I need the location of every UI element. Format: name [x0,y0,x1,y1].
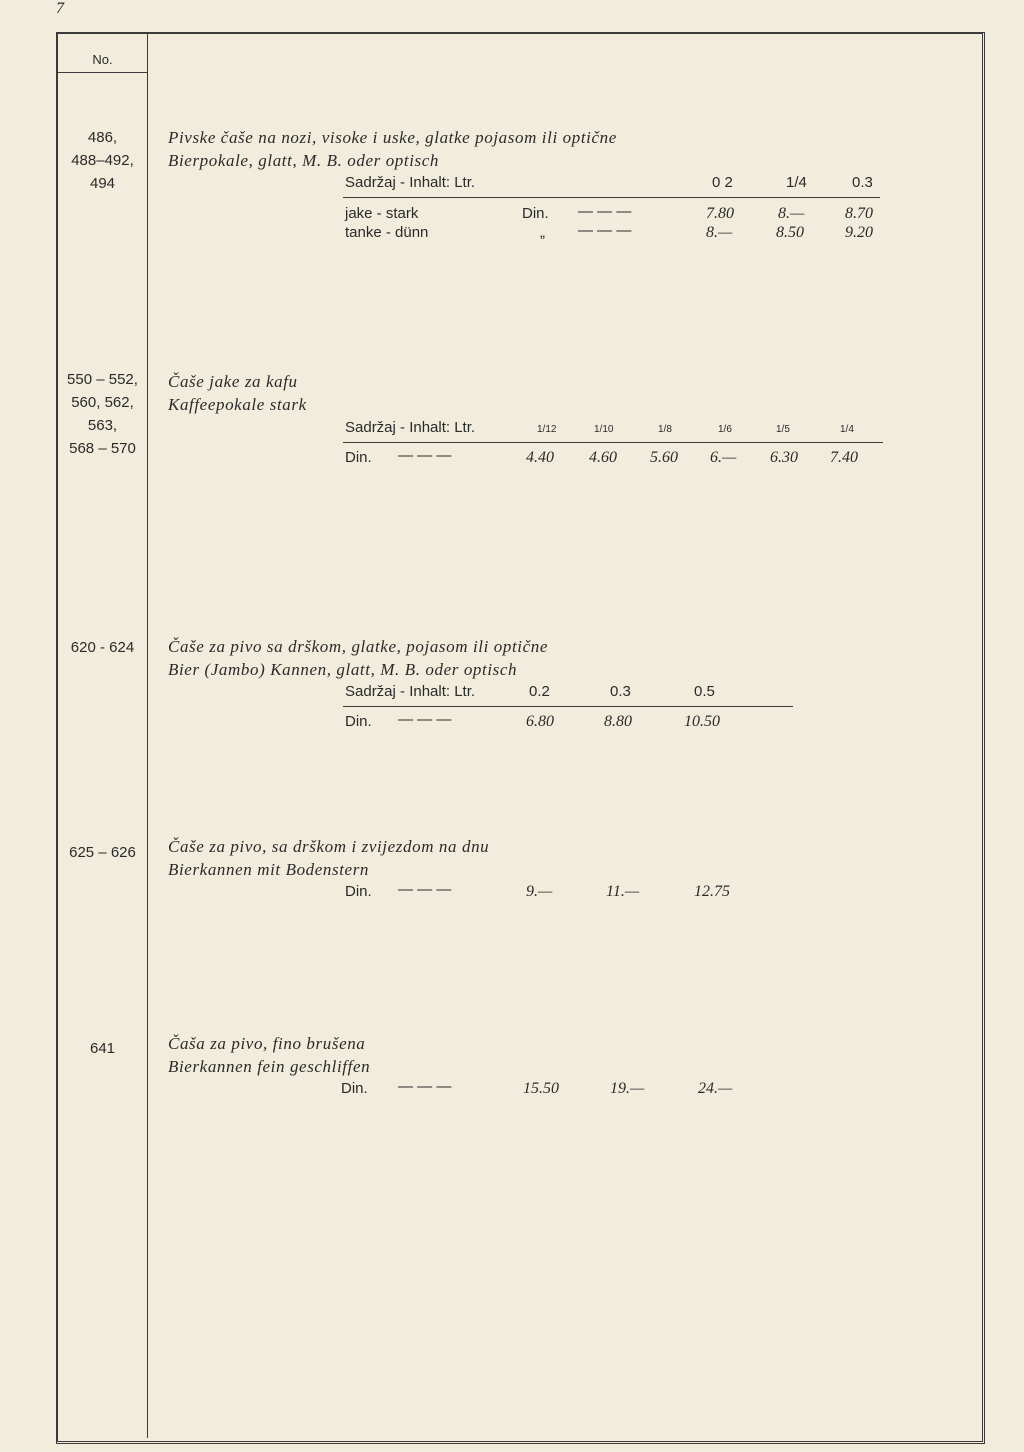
item-number: 550 – 552, [67,371,138,388]
page-number: 7 [56,0,64,17]
leader-dashes: — — — [578,203,632,220]
item-numbers [58,368,147,460]
capacity-value: 0.3 [610,683,631,700]
price: 8.70 [845,205,873,222]
price: 19.— [610,1080,645,1097]
currency-label: Din. [345,883,372,900]
ditto-mark: „ [540,224,545,241]
leader-dashes: — — — [578,222,632,239]
capacity-value: 1/8 [658,424,672,435]
section-title-de: Bierpokale, glatt, M. B. oder optisch [168,151,440,170]
section-title-de: Bierkannen mit Bodenstern [168,860,370,879]
capacity-value: 1/12 [537,424,557,435]
table-frame [56,32,985,1444]
currency-label: Din. [345,713,372,730]
column-header-no: No. [92,52,113,67]
price: 6.30 [770,449,798,466]
price: 6.80 [526,713,554,730]
capacity-value: 0.2 [529,683,550,700]
item-numbers [58,636,147,659]
leader-dashes: — — — [398,711,452,728]
section-title-hr: Čaša za pivo, fino brušena [168,1034,366,1053]
item-number: 560, 562, [71,394,134,411]
price: 8.— [706,224,733,241]
price: 12.75 [694,883,730,900]
section-title-hr: Čaše za pivo sa drškom, glatke, pojasom ili optične [168,637,549,656]
capacity-value: 1/4 [840,424,854,435]
currency-label: Din. [341,1080,368,1097]
section-title-hr: Pivske čaše na nozi, visoke i uske, glatke pojasom ili optične [168,128,617,147]
capacity-value: 1/10 [594,424,614,435]
capacity-value: 1/4 [786,174,807,191]
leader-dashes: — — — [398,881,452,898]
price: 15.50 [523,1080,559,1097]
price: 4.40 [526,449,554,466]
column-divider [147,32,148,1438]
item-number: 620 - 624 [70,639,135,656]
capacity-value: 0 2 [712,174,733,191]
item-number: 641 [89,1040,116,1057]
price: 4.60 [589,449,617,466]
item-number: 494 [89,175,116,192]
price: 8.80 [604,713,632,730]
item-numbers [58,126,147,195]
section-title-de: Bierkannen fein geschliffen [168,1057,371,1076]
price: 11.— [606,883,640,900]
capacity-label: Sadržaj - Inhalt: Ltr. [345,683,476,700]
price: 8.— [778,205,805,222]
section-title-de: Bier (Jambo) Kannen, glatt, M. B. oder optisch [168,660,518,679]
currency-label: Din. [522,205,549,222]
item-number: 486, [87,129,118,146]
item-numbers [58,1037,147,1060]
capacity-rule [343,442,883,443]
item-number: 625 – 626 [69,844,136,861]
section-title-hr: Čaše za pivo, sa drškom i zvijezdom na dnu [168,837,490,856]
row-label: jake - stark [345,205,419,222]
item-numbers [58,841,147,864]
section-title-de: Kaffeepokale stark [168,395,307,414]
price: 10.50 [684,713,720,730]
header-rule [58,72,147,73]
price: 24.— [698,1080,733,1097]
leader-dashes: — — — [398,447,452,464]
section-title-hr: Čaše jake za kafu [168,372,298,391]
price: 7.80 [706,205,734,222]
row-label: tanke - dünn [345,224,429,241]
leader-dashes: — — — [398,1078,452,1095]
capacity-value: 0.5 [694,683,715,700]
capacity-value: 1/6 [718,424,732,435]
item-number: 568 – 570 [69,440,136,457]
price: 9.— [526,883,553,900]
item-number: 488–492, [71,152,134,169]
item-number: 563, [87,417,118,434]
price: 8.50 [776,224,804,241]
price: 5.60 [650,449,678,466]
price: 7.40 [830,449,858,466]
capacity-label: Sadržaj - Inhalt: Ltr. [345,419,476,436]
capacity-value: 0.3 [852,174,873,191]
price: 9.20 [845,224,873,241]
currency-label: Din. [345,449,372,466]
price: 6.— [710,449,737,466]
capacity-rule [343,197,880,198]
capacity-value: 1/5 [776,424,790,435]
capacity-label: Sadržaj - Inhalt: Ltr. [345,174,476,191]
capacity-rule [343,706,793,707]
